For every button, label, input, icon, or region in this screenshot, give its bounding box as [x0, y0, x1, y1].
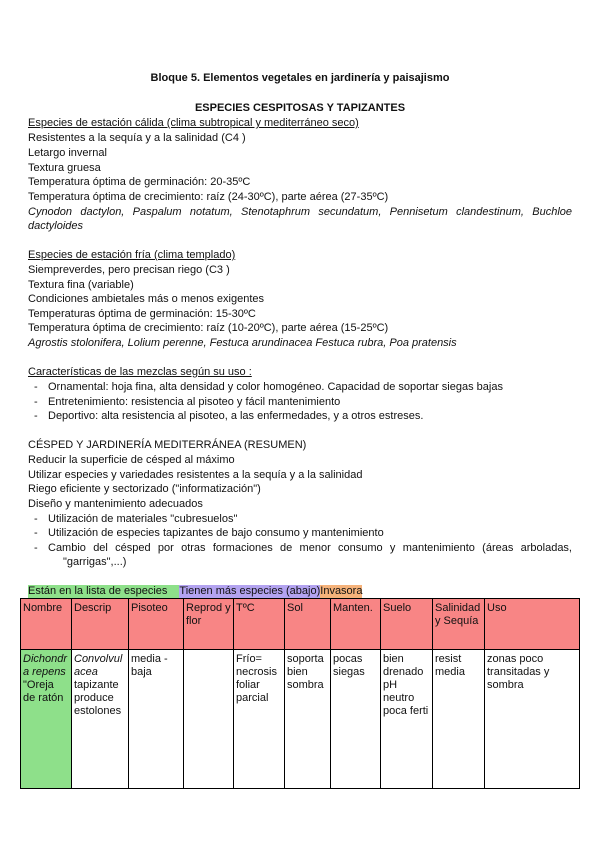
suelo-cell: bien drenado pH neutro poca ferti: [381, 650, 433, 789]
bullet-item: - Utilización de materiales "cubresuelos": [48, 512, 237, 526]
warm-species-cont: dactyloides: [28, 220, 84, 232]
bullet-item-cont: "garrigas",...): [63, 556, 127, 568]
cold-species: Agrostis stolonifera, Lolium perenne, Festuca arundinacea Festuca rubra, Poa pratensis: [28, 337, 457, 349]
bullet-item: - Entretenimiento: resistencia al pisoteo y fácil mantenimiento: [48, 395, 340, 409]
text-line: Temperatura óptima de germinación: 20-35ºC: [28, 176, 251, 188]
warm-title: Especies de estación cálida (clima subtropical y mediterráneo seco): [28, 117, 359, 129]
species-table: [20, 598, 580, 789]
legend-listed: Están en la lista de especies: [28, 585, 179, 598]
text-line: Temperatura óptima de crecimiento: raíz (24-30ºC), parte aérea (27-35ºC): [28, 191, 389, 203]
header-cell: Pisoteo: [129, 599, 184, 650]
manten-cell: pocas siegas: [331, 650, 381, 789]
text-line: Condiciones ambietales más o menos exigentes: [28, 293, 265, 305]
bullet-item: - Ornamental: hoja fina, alta densidad y color homogéneo. Capacidad de soportar siegas bajas: [48, 380, 503, 394]
table-row: [21, 650, 580, 789]
color-legend: [28, 585, 362, 598]
text-line: Utilizar especies y variedades resistentes a la sequía y a la salinidad: [28, 469, 363, 481]
header-cell: Descrip: [72, 599, 129, 650]
uso-cell: zonas poco transitadas y sombra: [485, 650, 580, 789]
text-line: Temperaturas óptima de germinación: 15-30ºC: [28, 308, 256, 320]
cold-title: Especies de estación fría (clima templado): [28, 249, 236, 261]
text-line: Letargo invernal: [28, 147, 107, 159]
sol-cell: soporta bien sombra: [285, 650, 331, 789]
text-line: Riego eficiente y sectorizado ("informatización"): [28, 483, 261, 495]
family-name: Convolvulacea: [74, 653, 123, 678]
legend-invasive: Invasora: [320, 585, 363, 597]
header-cell: Manten.: [331, 599, 381, 650]
warm-species: Cynodon dactylon, Paspalum notatum, Stenotaphrum secundatum, Pennisetum clandestinum, Buchloe: [28, 206, 572, 218]
text-line: Temperatura óptima de crecimiento: raíz (10-20ºC), parte aérea (15-25ºC): [28, 322, 389, 334]
reprod-cell: [184, 650, 234, 789]
salinidad-cell: resist media: [433, 650, 485, 789]
bullet-item: - Cambio del césped por otras formaciones de menor consumo y mantenimiento (áreas arboladas,: [48, 541, 572, 555]
text-line: Textura fina (variable): [28, 279, 134, 291]
document-title: Bloque 5. Elementos vegetales en jardinería y paisajismo: [150, 72, 450, 84]
text-line: Reducir la superficie de césped al máximo: [28, 454, 235, 466]
header-cell: Salinidad y Sequía: [433, 599, 485, 650]
header-cell: Suelo: [381, 599, 433, 650]
bullet-item: - Deportivo: alta resistencia al pisoteo, a las enfermedades, y a otros estreses.: [48, 409, 423, 423]
scientific-name: Dichondra repens: [23, 653, 68, 678]
header-cell: Nombre: [21, 599, 72, 650]
descrip-cell: [72, 650, 129, 789]
text-line: Siempreverdes, pero precisan riego (C3 ): [28, 264, 230, 276]
pisoteo-cell: media -baja: [129, 650, 184, 789]
descrip-text: tapizante produce estolones: [74, 679, 122, 717]
text-line: Textura gruesa: [28, 162, 101, 174]
common-name: "Oreja de ratón: [23, 679, 64, 704]
table-header-row: [21, 599, 580, 650]
temp-cell: Frío= necrosis foliar parcial: [234, 650, 285, 789]
name-cell: [21, 650, 72, 789]
mix-title: Características de las mezclas según su uso :: [28, 366, 252, 378]
section-heading: ESPECIES CESPITOSAS Y TAPIZANTES: [194, 102, 406, 114]
header-cell: TºC: [234, 599, 285, 650]
bullet-item: - Utilización de especies tapizantes de bajo consumo y mantenimiento: [48, 526, 384, 540]
text-line: Diseño y mantenimiento adecuados: [28, 498, 203, 510]
header-cell: Sol: [285, 599, 331, 650]
legend-more-species: Tienen más especies (abajo): [179, 585, 321, 597]
header-cell: Uso: [485, 599, 580, 650]
text-line: Resistentes a la sequía y a la salinidad (C4 ): [28, 132, 246, 144]
med-title: CÉSPED Y JARDINERÍA MEDITERRÁNEA (RESUMEN): [28, 439, 307, 451]
header-cell: Reprod y flor: [184, 599, 234, 650]
